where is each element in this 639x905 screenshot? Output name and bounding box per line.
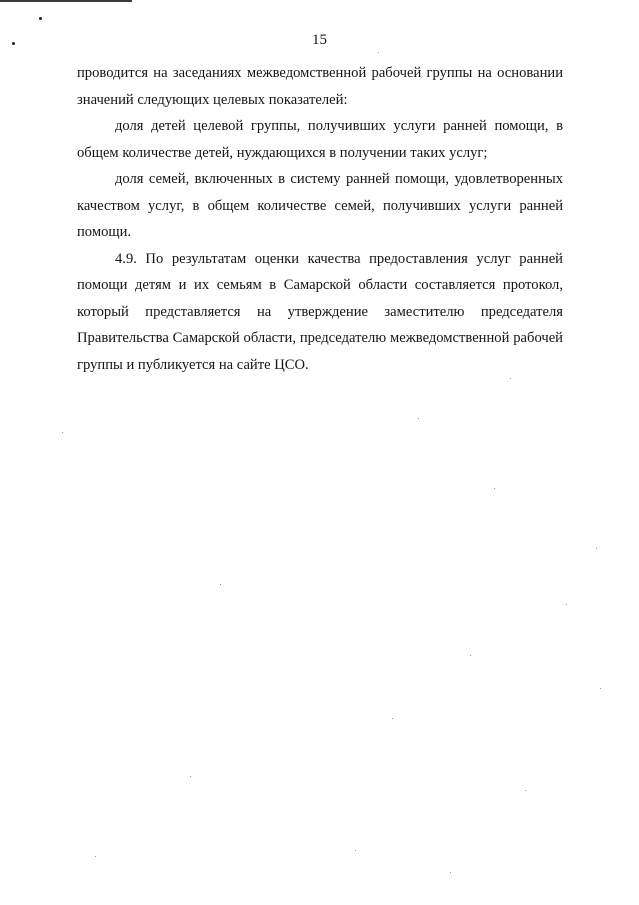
scan-speck [450, 872, 451, 873]
scan-speck [566, 604, 567, 605]
scan-speck [392, 718, 393, 719]
scan-speck [190, 776, 191, 777]
scan-speck [525, 790, 526, 791]
document-body [77, 60, 563, 378]
scan-speck [418, 418, 419, 419]
scan-speck [378, 52, 379, 53]
top-edge-rule [0, 0, 132, 2]
scan-speck [355, 850, 356, 851]
page-number: 15 [312, 32, 327, 48]
scan-speck [510, 378, 511, 379]
scan-speck [95, 856, 96, 857]
scan-mark [39, 17, 42, 20]
scan-speck [220, 584, 221, 585]
scan-speck [470, 655, 471, 656]
scan-speck [62, 432, 63, 433]
paragraph-indicator-families: доля семей, включенных в систему ранней помощи, удовлетворенных качеством услуг, в общем количестве семей, получивших услуги ранней помощи. [77, 171, 563, 240]
scan-speck [600, 688, 601, 689]
scan-speck [596, 548, 597, 549]
paragraph-4-9: 4.9. По результатам оценки качества предоставления услуг ранней помощи детям и их семьям в Самарской области составляется протокол, который представляется на утверждение заместителю председателя Правительства Самарской области, председателю межведомственной рабочей группы и публикуется на сайте ЦСО. [77, 250, 563, 373]
paragraph-indicator-children: доля детей целевой группы, получивших услуги ранней помощи, в общем количестве детей, нуждающихся в получении таких услуг; [77, 118, 563, 161]
scan-speck [494, 488, 495, 489]
paragraph-intro: проводится на заседаниях межведомственной рабочей группы на основании значений следующих целевых показателей: [77, 65, 563, 108]
